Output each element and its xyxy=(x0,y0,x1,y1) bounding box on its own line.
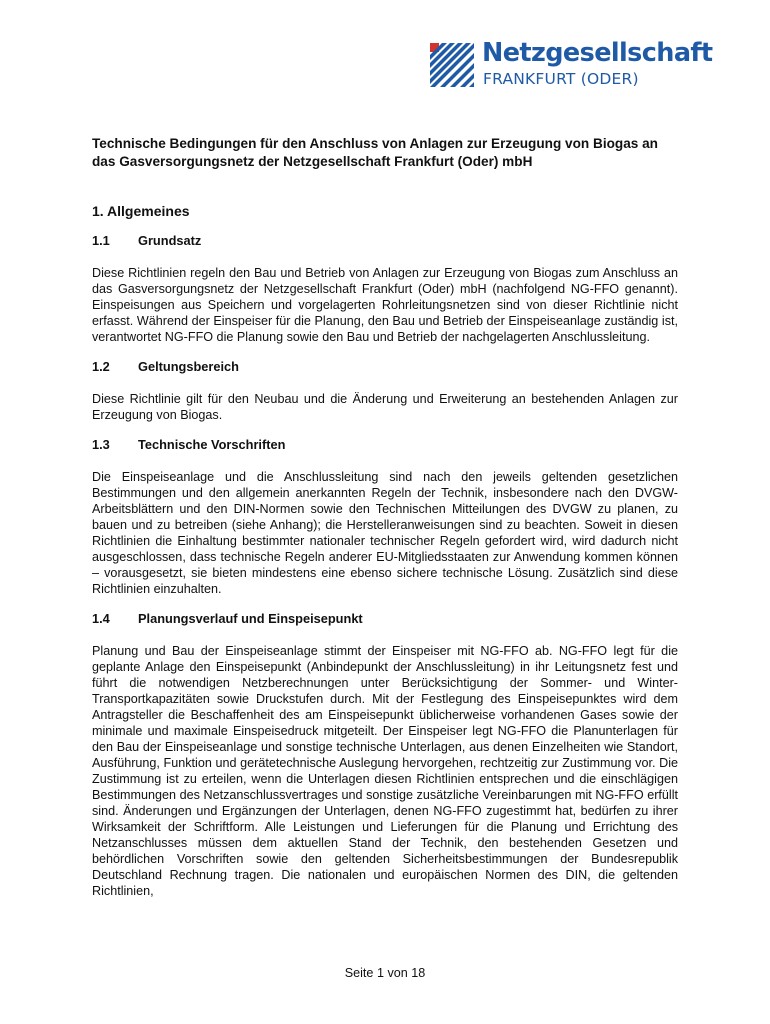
paragraph: Planung und Bau der Einspeiseanlage stimmt der Einspeiser mit NG-FFO ab. NG-FFO legt für die geplante Anlage den Einspeisepunkt (Anbindepunkt der Anschlussleitung) in ihr Leitungsnetz fest und führt die notwendigen Netzberechnungen unter Berücksichtigung der Sommer- und Winter-Transportkapazitäten sowie Druckstufen durch. Mit der Festlegung des Einspeisepunktes wird dem Antragsteller die Beschaffenheit des am Einspeisepunkt üblicherweise vorhandenen Gases sowie der minimale und maximale Einspeisedruck mitgeteilt. Der Einspeiser legt NG-FFO die Planunterlagen für den Bau der Einspeiseanlage und sonstige technische Unterlagen, aus denen Einzelheiten wie Standort, Ausführung, Funktion und gerätetechnische Auslegung hervorgehen, rechtzeitig zur Zustimmung vor. Die Zustimmung ist zu erteilen, wenn die Unterlagen diesen Richtlinien entsprechen und die einschlägigen Bestimmungen des Netzanschlussvertrages und sonstige zusätzliche Vereinbarungen mit NG-FFO erfüllt sind. Änderungen und Ergänzungen der Unterlagen, denen NG-FFO zugestimmt hat, bedürfen zu ihrer Wirksamkeit der Schriftform. Alle Leistungen und Lieferungen für die Planung und Errichtung des Netzanschlusses müssen dem aktuellen Stand der Technik, den bestehenden Gesetzen und behördlichen Vorschriften sowie den geltenden Sicherheitsbestimmungen der Bundesrepublik Deutschland Rechnung tragen. Die nationalen und europäischen Normen des DIN, die geltenden Richtlinien, xyxy=(92,644,678,898)
subsection-heading xyxy=(92,233,678,249)
subsection-number: 1.2 xyxy=(92,359,110,374)
section-heading: 1. Allgemeines xyxy=(92,203,190,219)
logo-name: Netzgesellschaft xyxy=(482,38,713,68)
subsection-number: 1.1 xyxy=(92,233,110,248)
document-title: Technische Bedingungen für den Anschluss von Anlagen zur Erzeugung von Biogas an das Gasversorgungsnetz der Netzgesellschaft Frankfurt (Oder) mbH xyxy=(92,136,658,169)
paragraph: Diese Richtlinie gilt für den Neubau und die Änderung und Erweiterung an bestehenden Anlagen zur Erzeugung von Biogas. xyxy=(92,392,678,422)
subsection-title: Geltungsbereich xyxy=(138,359,239,374)
subsection-1-1 xyxy=(92,233,678,345)
subsection-1-4 xyxy=(92,611,678,899)
company-logo xyxy=(428,38,713,92)
subsection-title: Technische Vorschriften xyxy=(138,437,286,452)
paragraph: Die Einspeiseanlage und die Anschlussleitung sind nach den jeweils geltenden gesetzlichen Bestimmungen und den allgemein anerkannten Regeln der Technik, insbesondere nach den DVGW-Arbeitsblättern und den DIN-Normen sowie den Technischen Mitteilungen des DVGW zu planen, zu bauen und zu betreiben (siehe Anhang); die Herstelleranweisungen sind zu beachten. Soweit in diesen Richtlinien die Einhaltung bestimmter nationaler technischer Regeln gefordert wird, wird dadurch nicht ausgeschlossen, dass technische Regeln anderer EU-Mitgliedsstaaten zur Anwendung kommen können – vorausgesetzt, sie bieten mindestens eine ebenso sichere technische Lösung. Zusätzlich sind diese Richtlinien einzuhalten. xyxy=(92,470,678,596)
subsection-heading xyxy=(92,437,678,453)
subsection-1-3 xyxy=(92,437,678,597)
logo-mark-icon xyxy=(428,41,476,89)
subsection-heading xyxy=(92,611,678,627)
page-number: Seite 1 von 18 xyxy=(344,966,426,980)
subsection-number: 1.4 xyxy=(92,611,110,626)
document-body xyxy=(92,135,678,913)
subsection-heading xyxy=(92,359,678,375)
logo-subtitle: FRANKFURT (ODER) xyxy=(483,70,639,88)
subsection-title: Planungsverlauf und Einspeisepunkt xyxy=(138,611,363,626)
subsection-title: Grundsatz xyxy=(138,233,202,248)
subsection-1-2 xyxy=(92,359,678,423)
subsection-number: 1.3 xyxy=(92,437,110,452)
paragraph: Diese Richtlinien regeln den Bau und Betrieb von Anlagen zur Erzeugung von Biogas zum Anschluss an das Gasversorgungsnetz der Netzgesellschaft Frankfurt (Oder) mbH (nachfolgend NG-FFO genannt). Einspeisungen aus Speichern und vorgelagerten Rohrleitungsnetzen sind von dieser Richtlinie nicht erfasst. Während der Einspeiser für die Planung, den Bau und Betrieb der Einspeiseanlage zuständig ist, verantwortet NG-FFO die Planung sowie den Bau und Betrieb der nachgelagerten Anschlussleitung. xyxy=(92,266,678,344)
